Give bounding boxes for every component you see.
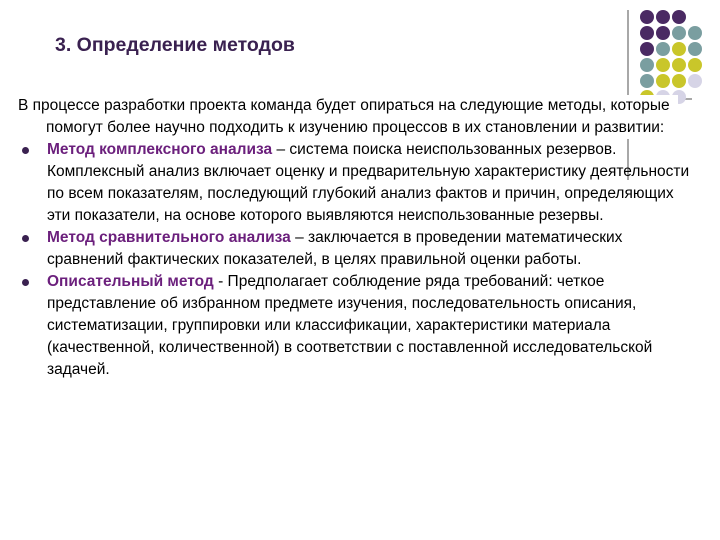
method-term: Метод сравнительного анализа <box>47 229 291 246</box>
decorative-dot <box>672 74 686 88</box>
decorative-dot <box>640 42 654 56</box>
decorative-dot <box>656 58 670 72</box>
decorative-dot <box>656 26 670 40</box>
bullet-icon <box>22 147 29 154</box>
method-term: Описательный метод <box>47 273 214 290</box>
decorative-dot <box>640 10 654 24</box>
decorative-dot <box>672 10 686 24</box>
method-description: – заключается в проведении математических сравнений фактических показателей, в целях правильной оценки работы. <box>47 229 623 268</box>
decorative-dot <box>640 74 654 88</box>
decorative-dot <box>656 74 670 88</box>
decorative-dot <box>640 26 654 40</box>
dot-spacer <box>688 10 702 24</box>
slide-title: 3. Определение методов <box>55 34 295 56</box>
method-item <box>18 139 698 227</box>
bullet-icon <box>22 279 29 286</box>
method-list <box>18 139 698 381</box>
decorative-dot <box>656 42 670 56</box>
method-description: - Предполагает соблюдение ряда требований: четкое представление об избранном предмете изучения, последовательность описания, систематизации, группировки или классификации, характеристики материала (качественной, количественной) в соответствии с поставленной исследовательской задачей. <box>47 273 653 378</box>
decorative-dot <box>672 58 686 72</box>
decorative-dot <box>672 42 686 56</box>
decorative-dot <box>688 26 702 40</box>
decorative-dot <box>640 58 654 72</box>
method-item <box>18 271 698 381</box>
decorative-dot <box>672 26 686 40</box>
slide-body <box>18 95 698 381</box>
method-term: Метод комплексного анализа <box>47 141 273 158</box>
bullet-icon <box>22 235 29 242</box>
decorative-dot <box>688 74 702 88</box>
decorative-dot <box>656 10 670 24</box>
intro-paragraph: В процессе разработки проекта команда будет опираться на следующие методы, которые помогут более научно подходить к изучению процессов в их становлении и развитии: <box>18 95 678 139</box>
decorative-dot <box>688 58 702 72</box>
method-description: – система поиска неиспользованных резервов. Комплексный анализ включает оценку и предварительную характеристику деятельности по всем показателям, последующий глубокий анализ фактов и причин, определяющих эти показатели, на основе которого выявляются неиспользованные резервы. <box>47 141 690 224</box>
decorative-dot <box>688 42 702 56</box>
method-item <box>18 227 698 271</box>
